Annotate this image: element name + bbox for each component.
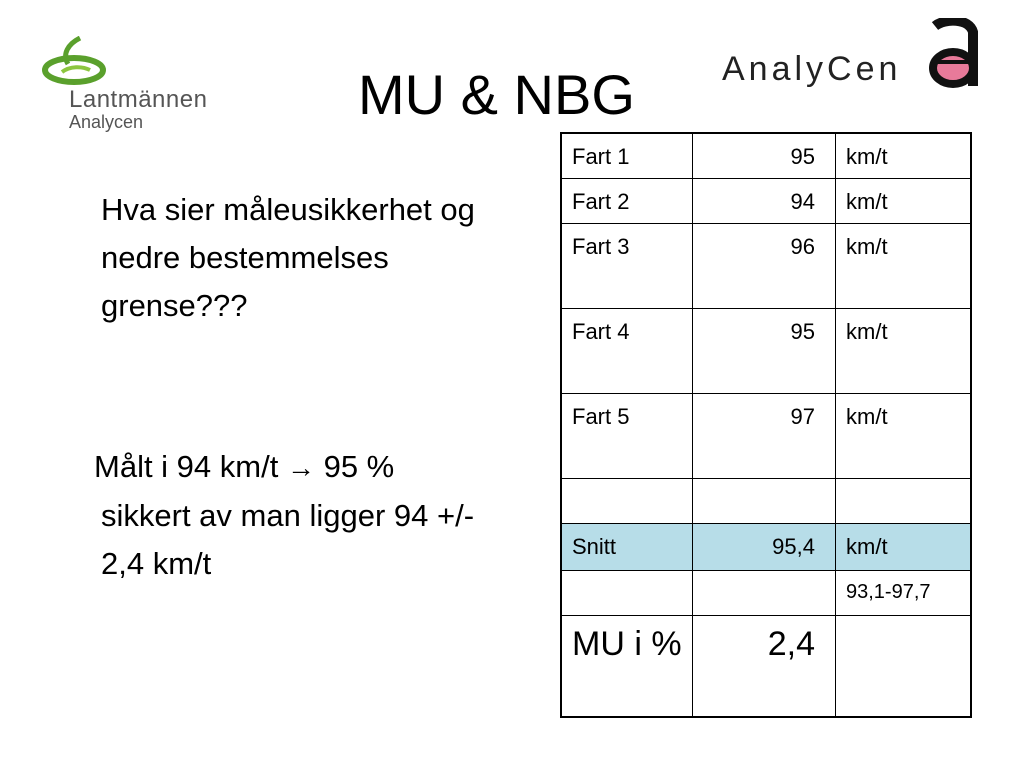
- row-value: [693, 571, 836, 616]
- measurement-paragraph: [94, 443, 524, 588]
- row-unit: [836, 479, 972, 524]
- row-unit: 93,1-97,7: [836, 571, 972, 616]
- analycen-a-icon: [925, 18, 993, 90]
- row-label: [561, 479, 693, 524]
- row-value: 95,4: [693, 524, 836, 571]
- table-row: [561, 133, 971, 179]
- row-label: Snitt: [561, 524, 693, 571]
- measurement-suffix: 95 %: [323, 449, 395, 484]
- measurement-prefix: Målt i 94 km/t: [94, 449, 279, 484]
- row-label: Fart 1: [561, 133, 693, 179]
- question-paragraph: Hva sier måleusikkerhet og nedre bestemmelses grense???: [101, 192, 475, 323]
- table-row: [561, 309, 971, 394]
- row-label: MU i %: [561, 616, 693, 718]
- row-value: 2,4: [693, 616, 836, 718]
- logo-brand-text: Lantmännen: [69, 86, 208, 113]
- row-value: 95: [693, 309, 836, 394]
- row-label: Fart 3: [561, 224, 693, 309]
- table-row: [561, 179, 971, 224]
- row-label: [561, 571, 693, 616]
- measurement-continuation: sikkert av man ligger 94 +/- 2,4 km/t: [101, 498, 475, 581]
- lantmannen-logo: [40, 36, 230, 136]
- leaf-swirl-icon: [40, 36, 110, 88]
- table-row-empty: [561, 479, 971, 524]
- table-row: [561, 224, 971, 309]
- row-unit: km/t: [836, 179, 972, 224]
- table-row-range: [561, 571, 971, 616]
- speed-table: [560, 132, 972, 718]
- analycen-logo: [720, 18, 1000, 98]
- row-unit: km/t: [836, 133, 972, 179]
- table-row-mu: [561, 616, 971, 718]
- row-value: 97: [693, 394, 836, 479]
- row-value: 96: [693, 224, 836, 309]
- row-label: Fart 5: [561, 394, 693, 479]
- logo-sub-text: Analycen: [69, 112, 144, 132]
- table-row-average: [561, 524, 971, 571]
- row-value: [693, 479, 836, 524]
- slide-title: MU & NBG: [358, 63, 635, 126]
- row-label: Fart 2: [561, 179, 693, 224]
- analycen-logo-text: AnalyCen: [722, 50, 902, 88]
- row-unit: km/t: [836, 309, 972, 394]
- row-unit: km/t: [836, 524, 972, 571]
- row-unit: [836, 616, 972, 718]
- row-unit: km/t: [836, 394, 972, 479]
- row-value: 95: [693, 133, 836, 179]
- table-row: [561, 394, 971, 479]
- row-unit: km/t: [836, 224, 972, 309]
- row-label: Fart 4: [561, 309, 693, 394]
- right-arrow-icon: →: [286, 452, 315, 483]
- row-value: 94: [693, 179, 836, 224]
